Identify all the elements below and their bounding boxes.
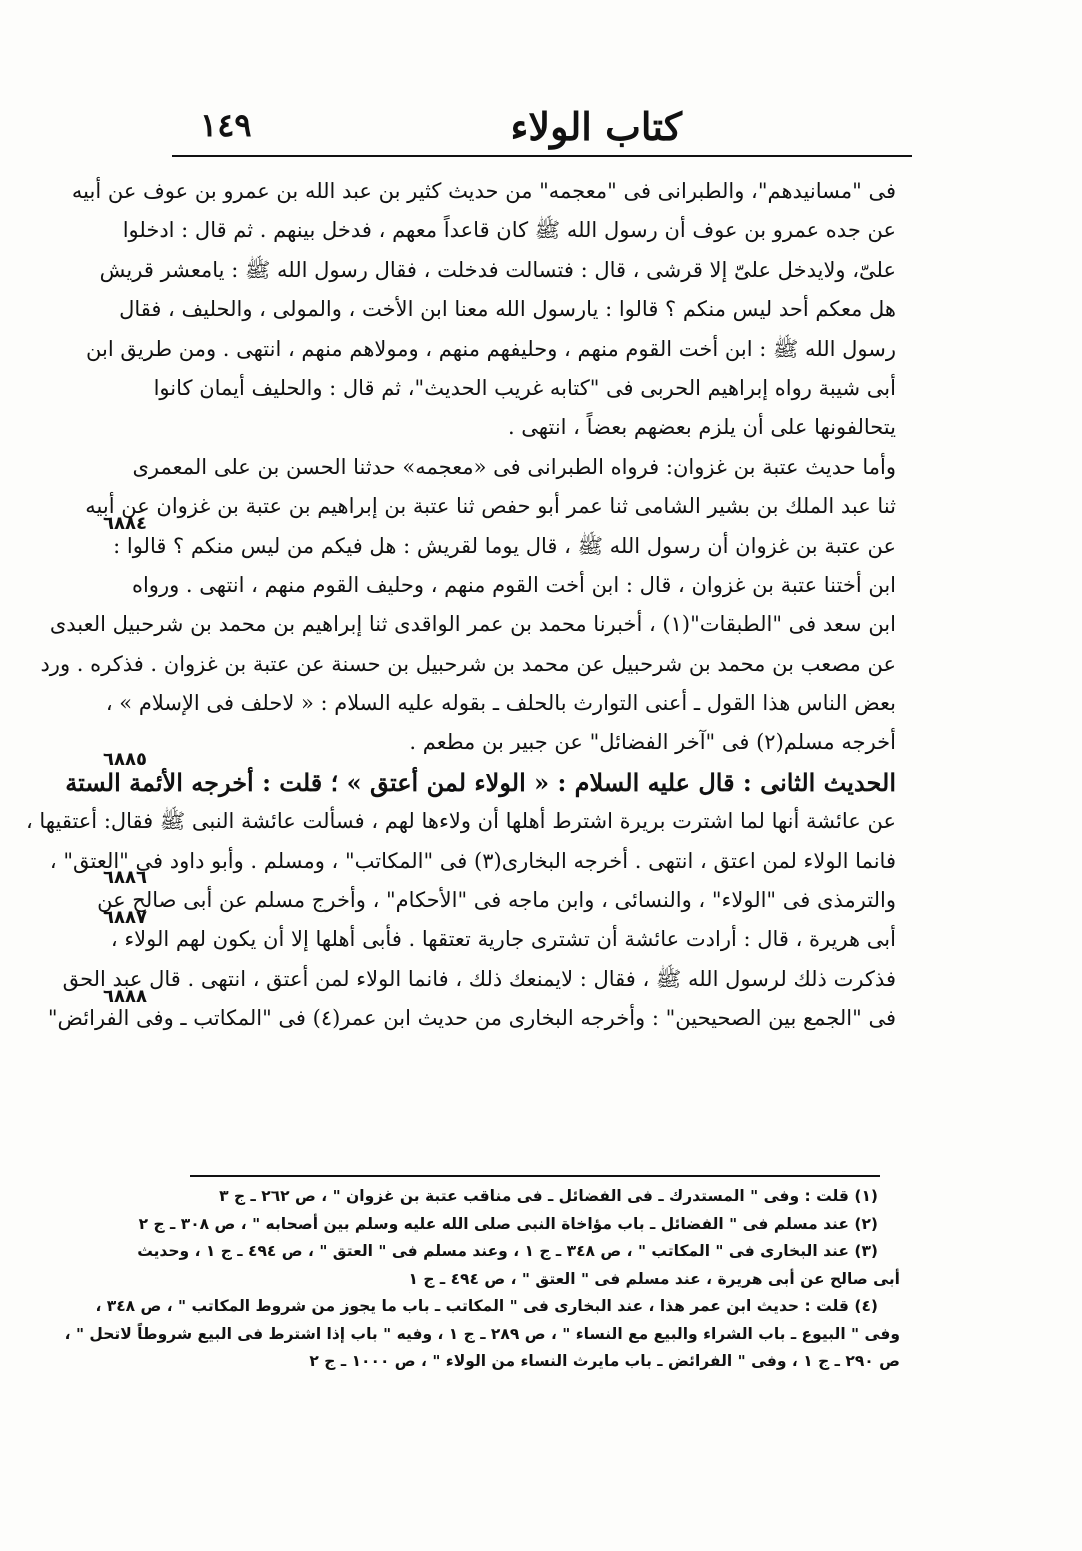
footnote: (٢) عند مسلم فى " الفضائل ـ باب مؤاخاة النبى صلى الله عليه وسلم بين أصحابه " ، ص ٣٠٨ ـ ج ٢ — [138, 1214, 878, 1233]
text-line: يتحالفونها على أن يلزم بعضهم بعضاً ، انتهى . — [507, 415, 896, 440]
header-divider — [172, 155, 912, 157]
margin-hadith-number: ٦٨٨٦ — [103, 867, 147, 888]
margin-hadith-number: ٦٨٨٤ — [103, 513, 147, 534]
text-line: عن مصعب بن محمد بن شرحبيل عن محمد بن شرحبيل بن حسنة عن عتبة بن غزوان . فذكره . ورد — [40, 651, 896, 676]
text-line: وأما حديث عتبة بن غزوان: فرواه الطبرانى فى «معجمه» حدثنا الحسن بن على المعمرى — [132, 454, 896, 479]
margin-hadith-number: ٦٨٨٨ — [103, 986, 147, 1007]
text-line: فى "مسانيدهم"، والطبرانى فى "معجمه" من حديث كثير بن عبد الله بن عمرو بن عوف عن أبيه — [71, 179, 896, 203]
text-line: أخرجه مسلم(٢) فى "آخر الفضائل" عن جبير بن مطعم . — [409, 730, 896, 755]
footnote-divider — [190, 1175, 880, 1177]
footnote-continuation: وفى " البيوع ـ باب الشراء والبيع مع النساء " ، ص ٢٨٩ ـ ج ١ ، وفيه " باب إذا اشترط فى البيع شروطاً لاتحل " ، — [64, 1324, 900, 1343]
text-line: هل معكم أحد ليس منكم ؟ قالوا : يارسول الله معنا ابن الأخت ، والمولى ، والحليف ، فقال — [119, 297, 896, 322]
footnote: (٤) قلت : حديث ابن عمر هذا ، عند البخارى فى " المكاتب ـ باب ما يجوز من شروط المكاتب " ، ص ٣٤٨ ، — [95, 1297, 878, 1315]
text-line: والترمذى فى "الولاء" ، والنسائى ، وابن ماجه فى "الأحكام" ، وأخرج مسلم عن أبى صالح عن — [97, 888, 896, 913]
text-line: فى "الجمع بين الصحيحين" : وأخرجه البخارى من حديث ابن عمر(٤) فى "المكاتب ـ وفى الفرائض" — [47, 1006, 896, 1031]
page-number: ١٤٩ — [200, 106, 252, 144]
footnote-continuation: ص ٢٩٠ ـ ج ١ ، وفى " الفرائض ـ باب مايرث النساء من الولاء " ، ص ١٠٠٠ ـ ج ٢ — [309, 1352, 900, 1370]
text-line: رسول الله ﷺ : ابن أخت القوم منهم ، وحليفهم منهم ، ومولاهم منهم ، انتهى . ومن طريق ابن — [86, 336, 896, 361]
text-line: ابن سعد فى "الطبقات"(١) ، أخبرنا محمد بن عمر الواقدى ثنا إبراهيم بن محمد بن شرحبيل العبدى — [49, 612, 896, 637]
text-line: فانما الولاء لمن اعتق ، انتهى . أخرجه البخارى(٣) فى "المكاتب" ، ومسلم . وأبو داود فى "العتق" ، — [49, 848, 896, 873]
text-line: علىّ، ولايدخل علىّ إلا قرشى ، قال : فتسالت فدخلت ، فقال رسول الله ﷺ : يامعشر قريش — [99, 257, 896, 282]
text-line: عن عتبة بن غزوان أن رسول الله ﷺ ، قال يوما لقريش : هل فيكم من ليس منكم ؟ قالوا : — [113, 533, 896, 558]
text-line: ثنا عبد الملك بن بشير الشامى ثنا عمر أبو حفص ثنا عتبة بن إبراهيم بن عتبة بن غزوان عن أبيه — [85, 494, 896, 519]
hadith-heading-line: الحديث الثانى : قال عليه السلام : « الولاء لمن أعتق » ؛ قلت : أخرجه الأئمة الستة — [65, 767, 896, 797]
margin-hadith-number: ٦٨٨٧ — [103, 907, 147, 928]
text-line: عن جده عمرو بن عوف أن رسول الله ﷺ كان قاعداً معهم ، فدخل بينهم . ثم قال : ادخلوا — [122, 218, 896, 243]
footnotes — [64, 1183, 900, 1376]
text-line: أبى شيبة رواه إبراهيم الحربى فى "كتابه غريب الحديث"، ثم قال : والحليف أيمان كانوا — [153, 375, 896, 400]
footnote: (٣) عند البخارى فى " المكاتب " ، ص ٣٤٨ ـ ج ١ ، وعند مسلم فى " العتق " ، ص ٤٩٤ ـ ج ١ ، وحديث — [137, 1242, 878, 1260]
text-line: بعض الناس هذا القول ـ أعنى التوارث بالحلف ـ بقوله عليه السلام : « لاحلف فى الإسلام » ، — [105, 691, 896, 716]
chapter-title: كتاب الولاء — [510, 104, 682, 149]
footnote-continuation: أبى صالح عن أبى هريرة ، عند مسلم فى " العتق " ، ص ٤٩٤ ـ ج ١ — [408, 1269, 900, 1288]
text-line: عن عائشة أنها لما اشترت بريرة اشترط أهلها أن ولاءها لهم ، فسألت عائشة النبى ﷺ فقال: أعتقيها ، — [25, 809, 896, 834]
margin-hadith-number: ٦٨٨٥ — [103, 749, 147, 770]
page-header — [172, 100, 912, 152]
text-line: ابن أختنا عتبة بن غزوان ، قال : ابن أخت القوم منهم ، وحليف القوم منهم ، انتهى . ورواه — [131, 572, 896, 597]
footnote: (١) قلت : وفى " المستدرك ـ فى الفضائل ـ فى مناقب عتبة بن غزوان " ، ص ٢٦٢ ـ ج ٣ — [219, 1187, 878, 1205]
text-line: فذكرت ذلك لرسول الله ﷺ ، فقال : لايمنعك ذلك ، فانما الولاء لمن أعتق ، انتهى . قال عبد الحق — [62, 966, 896, 991]
text-line: أبى هريرة ، قال : أرادت عائشة أن تشترى جارية تعتقها . فأبى أهلها إلا أن يكون لهم الولاء ، — [110, 927, 896, 952]
